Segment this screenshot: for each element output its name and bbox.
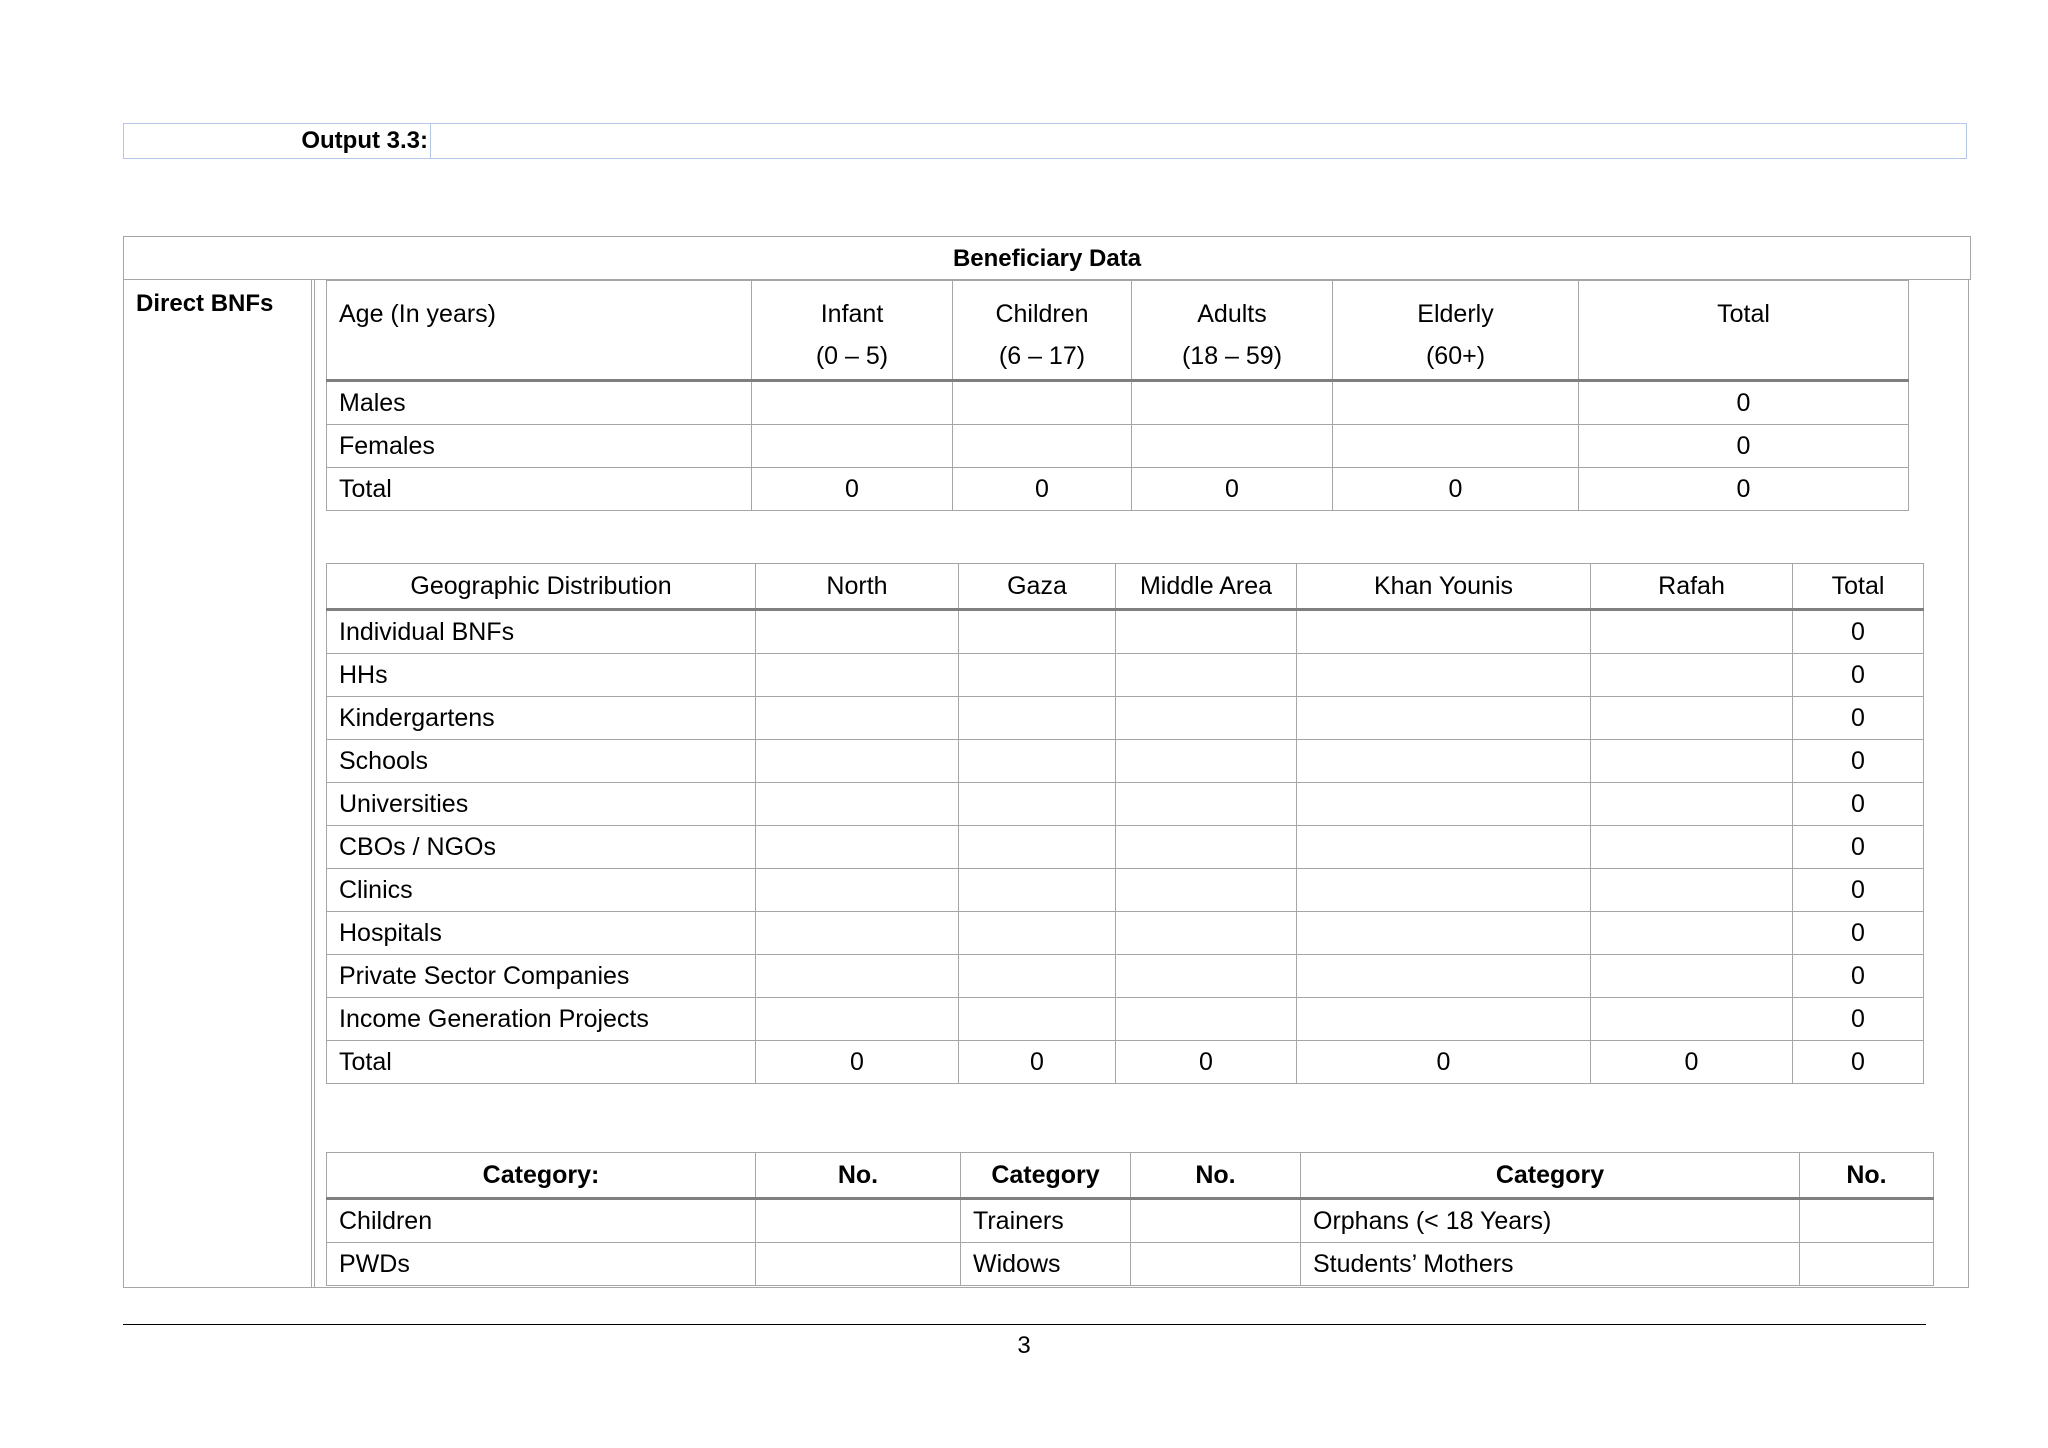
table-cell[interactable] [1297,826,1591,869]
table-row [327,869,1924,912]
category-header: Category [961,1153,1131,1199]
row-label: CBOs / NGOs [327,826,756,869]
page-number: 3 [1017,1332,1031,1359]
table-row [327,740,1924,783]
table-cell[interactable] [1800,1243,1934,1286]
geo-table-body [327,610,1924,1084]
table-cell[interactable] [752,425,953,468]
frame-left-border [123,279,124,1288]
frame-bottom-border [123,1287,1969,1288]
table-cell: 0 [1297,1041,1591,1084]
number-header: No. [1131,1153,1301,1199]
row-label: Total [327,468,752,511]
category-label: Trainers [961,1199,1131,1243]
table-cell: 0 [752,468,953,511]
category-table-header-row [327,1153,1934,1199]
table-cell[interactable] [1591,998,1793,1041]
table-cell[interactable] [1116,654,1297,697]
table-cell: 0 [1116,1041,1297,1084]
footer-rule [123,1324,1926,1325]
table-cell[interactable] [953,381,1132,425]
table-row [327,912,1924,955]
table-cell: 0 [1579,425,1909,468]
geo-header-label: Geographic Distribution [327,564,756,610]
row-label: Kindergartens [327,697,756,740]
table-cell[interactable] [1800,1199,1934,1243]
direct-bnfs-label: Direct BNFs [136,290,274,317]
age-header-elderly: Elderly (60+) [1333,281,1579,381]
table-cell[interactable] [756,654,959,697]
table-cell[interactable] [1297,697,1591,740]
table-cell: 0 [1793,912,1924,955]
table-cell: 0 [1793,697,1924,740]
table-cell[interactable] [1131,1243,1301,1286]
beneficiary-data-title: Beneficiary Data [123,236,1971,280]
table-cell: 0 [1333,468,1579,511]
geo-header-rafah: Rafah [1591,564,1793,610]
row-label: Hospitals [327,912,756,955]
row-label: Individual BNFs [327,610,756,654]
table-cell[interactable] [1116,697,1297,740]
table-cell: 0 [1132,468,1333,511]
row-label: Total [327,1041,756,1084]
table-cell[interactable] [756,610,959,654]
table-cell: 0 [1579,468,1909,511]
table-cell[interactable] [756,826,959,869]
table-cell: 0 [756,1041,959,1084]
table-row [327,1041,1924,1084]
category-header: Category: [327,1153,756,1199]
table-cell[interactable] [953,425,1132,468]
table-cell[interactable] [959,869,1116,912]
frame-column-divider [314,279,315,1288]
table-row [327,468,1909,511]
row-label: Universities [327,783,756,826]
row-label: HHs [327,654,756,697]
age-header-adults: Adults (18 – 59) [1132,281,1333,381]
table-cell[interactable] [1591,912,1793,955]
table-cell[interactable] [756,912,959,955]
age-header-infant: Infant (0 – 5) [752,281,953,381]
age-table-header-row [327,281,1909,381]
table-cell[interactable] [1131,1199,1301,1243]
age-header-label: Age (In years) [327,281,752,381]
table-cell[interactable] [1333,425,1579,468]
table-cell: 0 [953,468,1132,511]
table-cell: 0 [1579,381,1909,425]
category-label: Orphans (< 18 Years) [1301,1199,1800,1243]
table-cell[interactable] [1591,654,1793,697]
table-cell: 0 [1793,826,1924,869]
table-cell[interactable] [1116,869,1297,912]
row-label: Females [327,425,752,468]
table-cell[interactable] [1116,783,1297,826]
table-cell[interactable] [959,654,1116,697]
table-cell[interactable] [756,955,959,998]
geo-header-khan-younis: Khan Younis [1297,564,1591,610]
table-cell[interactable] [959,783,1116,826]
table-cell[interactable] [1132,425,1333,468]
table-cell[interactable] [1591,740,1793,783]
output-row [123,123,1967,159]
row-label: Schools [327,740,756,783]
row-label: Males [327,381,752,425]
table-cell[interactable] [959,955,1116,998]
table-cell[interactable] [1591,869,1793,912]
table-row [327,425,1909,468]
table-cell[interactable] [1297,610,1591,654]
table-cell: 0 [1793,998,1924,1041]
table-cell[interactable] [752,381,953,425]
geo-distribution-table [326,563,1924,1084]
table-cell: 0 [1793,955,1924,998]
geo-table-header-row [327,564,1924,610]
table-cell[interactable] [1297,740,1591,783]
table-cell[interactable] [756,869,959,912]
table-cell[interactable] [959,697,1116,740]
table-row [327,654,1924,697]
table-cell[interactable] [1297,783,1591,826]
table-cell[interactable] [1591,610,1793,654]
table-row [327,697,1924,740]
table-cell[interactable] [1591,697,1793,740]
table-cell[interactable] [1591,826,1793,869]
category-header: Category [1301,1153,1800,1199]
output-label: Output 3.3: [301,127,428,154]
table-cell[interactable] [1116,955,1297,998]
table-cell[interactable] [1116,998,1297,1041]
age-header-children: Children (6 – 17) [953,281,1132,381]
table-cell[interactable] [1297,869,1591,912]
table-row [327,381,1909,425]
category-table [326,1152,1934,1286]
table-cell[interactable] [1333,381,1579,425]
table-row [327,955,1924,998]
table-row [327,826,1924,869]
geo-header-gaza: Gaza [959,564,1116,610]
table-cell: 0 [959,1041,1116,1084]
table-cell[interactable] [756,697,959,740]
table-cell[interactable] [1297,955,1591,998]
table-cell[interactable] [1591,955,1793,998]
output-divider [430,124,431,158]
table-cell[interactable] [959,998,1116,1041]
table-row [327,1199,1934,1243]
geo-header-total: Total [1793,564,1924,610]
table-cell[interactable] [1297,998,1591,1041]
table-cell[interactable] [1116,912,1297,955]
table-cell: 0 [1793,869,1924,912]
table-cell[interactable] [756,998,959,1041]
table-cell: 0 [1793,654,1924,697]
row-label: Clinics [327,869,756,912]
age-header-total: Total [1579,281,1909,381]
table-cell[interactable] [959,826,1116,869]
age-table [326,280,1909,511]
category-label: Widows [961,1243,1131,1286]
category-label: Children [327,1199,756,1243]
category-label: Students’ Mothers [1301,1243,1800,1286]
table-cell: 0 [1591,1041,1793,1084]
table-cell[interactable] [756,783,959,826]
table-cell: 0 [1793,1041,1924,1084]
table-cell[interactable] [959,740,1116,783]
table-cell[interactable] [959,610,1116,654]
geo-header-middle-area: Middle Area [1116,564,1297,610]
frame-column-divider [311,279,312,1288]
table-cell[interactable] [756,740,959,783]
table-cell[interactable] [756,1199,961,1243]
table-cell[interactable] [959,912,1116,955]
table-cell: 0 [1793,740,1924,783]
table-cell[interactable] [1132,381,1333,425]
table-row [327,998,1924,1041]
row-label: Income Generation Projects [327,998,756,1041]
geo-header-north: North [756,564,959,610]
category-label: PWDs [327,1243,756,1286]
table-cell[interactable] [1297,654,1591,697]
row-label: Private Sector Companies [327,955,756,998]
table-row [327,783,1924,826]
number-header: No. [756,1153,961,1199]
number-header: No. [1800,1153,1934,1199]
table-row [327,1243,1934,1286]
table-cell[interactable] [1297,912,1591,955]
table-cell: 0 [1793,610,1924,654]
table-cell[interactable] [1116,740,1297,783]
table-cell[interactable] [756,1243,961,1286]
table-cell[interactable] [1116,610,1297,654]
frame-right-border [1968,279,1969,1288]
table-cell[interactable] [1591,783,1793,826]
table-row [327,610,1924,654]
table-cell[interactable] [1116,826,1297,869]
table-cell: 0 [1793,783,1924,826]
